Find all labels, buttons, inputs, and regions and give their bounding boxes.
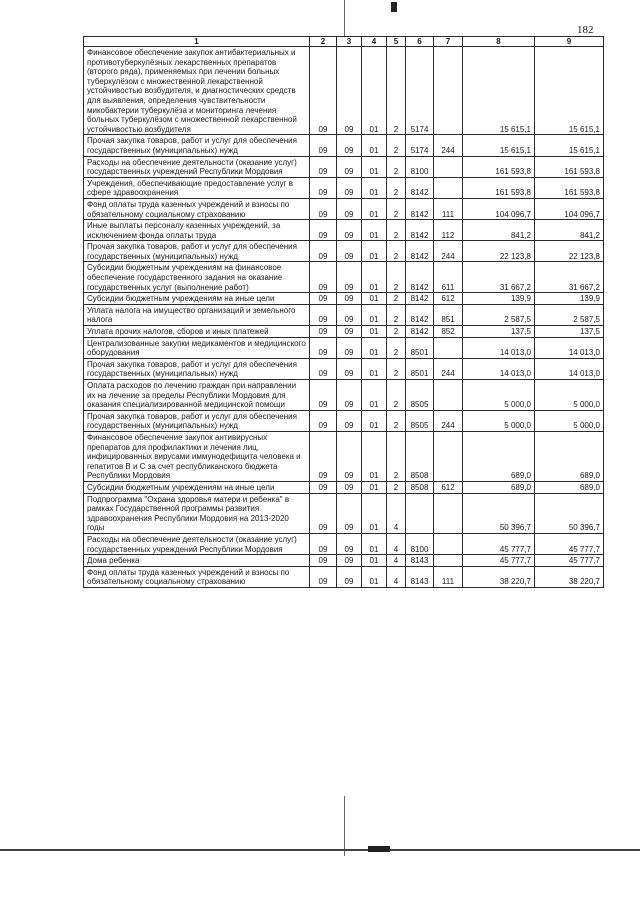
cell-c2: 09: [310, 410, 337, 431]
scan-artifact-bottom-line: [0, 849, 640, 851]
cell-c9: 689,0: [535, 431, 604, 481]
cell-c8: 45 777,7: [463, 555, 535, 567]
cell-c3: 09: [337, 220, 362, 241]
cell-c4: 01: [362, 358, 387, 379]
cell-c9: 14 013,0: [535, 358, 604, 379]
cell-c6: 8142: [406, 220, 434, 241]
cell-c5: 2: [387, 304, 406, 325]
cell-c5: 2: [387, 358, 406, 379]
cell-c2: 09: [310, 293, 337, 305]
cell-desc: Финансовое обеспечение закупок антивирусных препаратов для профилактики и лечения лиц, инфицированных вирусами иммунодефицита человека и гепатитов B и C за счет республиканского бюджета Республики Мордовия: [84, 431, 310, 481]
table-row: [84, 262, 604, 293]
cell-c7: 244: [434, 358, 463, 379]
col-header-8: 8: [463, 37, 535, 47]
cell-c4: 01: [362, 566, 387, 587]
header-row: [84, 37, 604, 47]
table-row: [84, 358, 604, 379]
cell-desc: Подпрограмма "Охрана здоровья матери и ребенка" в рамках Государственной программы развития здравоохранения Республики Мордовия на 2013-2020 годы: [84, 493, 310, 533]
col-header-5: 5: [387, 37, 406, 47]
cell-desc: Прочая закупка товаров, работ и услуг для обеспечения государственных (муниципальных) нужд: [84, 241, 310, 262]
cell-c6: 8100: [406, 156, 434, 177]
cell-desc: Фонд оплаты труда казенных учреждений и взносы по обязательному социальному страхованию: [84, 198, 310, 219]
cell-c2: 09: [310, 241, 337, 262]
cell-c9: 31 667,2: [535, 262, 604, 293]
cell-c2: 09: [310, 431, 337, 481]
col-header-3: 3: [337, 37, 362, 47]
cell-c7: 852: [434, 326, 463, 338]
cell-c3: 09: [337, 566, 362, 587]
cell-c5: 4: [387, 566, 406, 587]
cell-c3: 09: [337, 358, 362, 379]
cell-c5: 2: [387, 481, 406, 493]
cell-c8: 137,5: [463, 326, 535, 338]
cell-c9: 5 000,0: [535, 410, 604, 431]
cell-c2: 09: [310, 493, 337, 533]
table-row: [84, 220, 604, 241]
cell-desc: Прочая закупка товаров, работ и услуг для обеспечения государственных (муниципальных) нужд: [84, 135, 310, 156]
cell-c8: 45 777,7: [463, 533, 535, 554]
table-row: [84, 177, 604, 198]
cell-c7: 851: [434, 304, 463, 325]
cell-c5: 2: [387, 156, 406, 177]
cell-c6: 8505: [406, 380, 434, 411]
cell-c5: 2: [387, 241, 406, 262]
cell-c3: 09: [337, 431, 362, 481]
scan-artifact-mark: [391, 2, 397, 12]
cell-c3: 09: [337, 533, 362, 554]
col-header-4: 4: [362, 37, 387, 47]
cell-c7: 111: [434, 198, 463, 219]
col-header-2: 2: [310, 37, 337, 47]
cell-c8: 5 000,0: [463, 380, 535, 411]
cell-c2: 09: [310, 156, 337, 177]
cell-c8: 14 013,0: [463, 358, 535, 379]
cell-c9: 104 096,7: [535, 198, 604, 219]
col-header-1: 1: [84, 37, 310, 47]
cell-c4: 01: [362, 293, 387, 305]
page-number: 182: [577, 24, 594, 36]
cell-c8: 689,0: [463, 481, 535, 493]
table-body: [84, 47, 604, 588]
cell-c3: 09: [337, 481, 362, 493]
cell-c3: 09: [337, 241, 362, 262]
table-row: [84, 380, 604, 411]
table-row: [84, 431, 604, 481]
cell-c7: [434, 177, 463, 198]
table-row: [84, 566, 604, 587]
cell-c8: 161 593,8: [463, 177, 535, 198]
table-row: [84, 156, 604, 177]
cell-c9: 161 593,8: [535, 177, 604, 198]
cell-desc: Расходы на обеспечение деятельности (оказание услуг) государственных учреждений Республики Мордовия: [84, 533, 310, 554]
cell-c4: 01: [362, 410, 387, 431]
cell-c4: 01: [362, 47, 387, 135]
table-row: [84, 481, 604, 493]
col-header-6: 6: [406, 37, 434, 47]
cell-c6: 8142: [406, 177, 434, 198]
cell-c9: 45 777,7: [535, 533, 604, 554]
cell-c8: 15 615,1: [463, 135, 535, 156]
cell-c6: 8142: [406, 262, 434, 293]
cell-c8: 5 000,0: [463, 410, 535, 431]
cell-desc: Иные выплаты персоналу казенных учреждений, за исключением фонда оплаты труда: [84, 220, 310, 241]
table-row: [84, 337, 604, 358]
cell-c3: 09: [337, 198, 362, 219]
cell-desc: Дома ребенка: [84, 555, 310, 567]
cell-c6: 8142: [406, 304, 434, 325]
cell-c4: 01: [362, 337, 387, 358]
cell-c3: 09: [337, 156, 362, 177]
cell-c2: 09: [310, 135, 337, 156]
cell-c4: 01: [362, 380, 387, 411]
cell-c9: 5 000,0: [535, 380, 604, 411]
cell-c5: 2: [387, 262, 406, 293]
cell-c6: 8100: [406, 533, 434, 554]
cell-c7: [434, 47, 463, 135]
cell-c2: 09: [310, 177, 337, 198]
cell-c8: 15 615,1: [463, 47, 535, 135]
cell-c3: 09: [337, 304, 362, 325]
cell-desc: Прочая закупка товаров, работ и услуг для обеспечения государственных (муниципальных) нужд: [84, 358, 310, 379]
cell-c6: 8508: [406, 431, 434, 481]
cell-c9: 50 396,7: [535, 493, 604, 533]
table-row: [84, 293, 604, 305]
cell-c5: 2: [387, 293, 406, 305]
cell-c3: 09: [337, 47, 362, 135]
cell-c3: 09: [337, 326, 362, 338]
cell-c7: [434, 533, 463, 554]
cell-c2: 09: [310, 566, 337, 587]
cell-c7: [434, 555, 463, 567]
cell-c9: 137,5: [535, 326, 604, 338]
table-row: [84, 555, 604, 567]
cell-c7: 612: [434, 481, 463, 493]
cell-c6: 8505: [406, 410, 434, 431]
cell-desc: Субсидии бюджетным учреждениям на финансовое обеспечение государственного задания на оказание государственных услуг (выполнение работ): [84, 262, 310, 293]
cell-c6: 5174: [406, 47, 434, 135]
table-row: [84, 410, 604, 431]
cell-c4: 01: [362, 241, 387, 262]
cell-desc: Прочая закупка товаров, работ и услуг для обеспечения государственных (муниципальных) нужд: [84, 410, 310, 431]
table-row: [84, 135, 604, 156]
cell-c6: 8142: [406, 326, 434, 338]
cell-c5: 2: [387, 47, 406, 135]
cell-c8: 139,9: [463, 293, 535, 305]
cell-c9: 139,9: [535, 293, 604, 305]
cell-c2: 09: [310, 220, 337, 241]
cell-c7: 244: [434, 410, 463, 431]
cell-desc: Расходы на обеспечение деятельности (оказание услуг) государственных учреждений Республики Мордовия: [84, 156, 310, 177]
cell-c4: 01: [362, 326, 387, 338]
cell-c9: 14 013,0: [535, 337, 604, 358]
cell-c6: 8501: [406, 358, 434, 379]
cell-c2: 09: [310, 326, 337, 338]
cell-c7: 611: [434, 262, 463, 293]
cell-c3: 09: [337, 135, 362, 156]
cell-c8: 2 587,5: [463, 304, 535, 325]
cell-c2: 09: [310, 262, 337, 293]
cell-desc: Централизованные закупки медикаментов и медицинского оборудования: [84, 337, 310, 358]
cell-c6: 5174: [406, 135, 434, 156]
cell-c8: 22 123,8: [463, 241, 535, 262]
cell-c5: 2: [387, 337, 406, 358]
cell-c9: 689,0: [535, 481, 604, 493]
cell-c9: 2 587,5: [535, 304, 604, 325]
cell-c7: 112: [434, 220, 463, 241]
cell-c3: 09: [337, 410, 362, 431]
cell-c4: 01: [362, 220, 387, 241]
cell-c6: 8501: [406, 337, 434, 358]
cell-c3: 09: [337, 262, 362, 293]
scan-artifact-mark: [368, 846, 390, 852]
cell-c4: 01: [362, 555, 387, 567]
cell-c8: 14 013,0: [463, 337, 535, 358]
cell-c8: 38 220,7: [463, 566, 535, 587]
cell-c9: 841,2: [535, 220, 604, 241]
cell-desc: Субсидии бюджетным учреждениям на иные цели: [84, 481, 310, 493]
cell-c5: 2: [387, 431, 406, 481]
cell-c6: 8143: [406, 555, 434, 567]
cell-c3: 09: [337, 177, 362, 198]
cell-c3: 09: [337, 555, 362, 567]
cell-c5: 2: [387, 220, 406, 241]
cell-c3: 09: [337, 337, 362, 358]
cell-c5: 2: [387, 177, 406, 198]
cell-c6: 8142: [406, 198, 434, 219]
cell-c2: 09: [310, 555, 337, 567]
cell-c4: 01: [362, 135, 387, 156]
cell-c2: 09: [310, 358, 337, 379]
cell-c9: 45 777,7: [535, 555, 604, 567]
cell-desc: Уплата налога на имущество организаций и земельного налога: [84, 304, 310, 325]
cell-c5: 4: [387, 493, 406, 533]
cell-c6: 8508: [406, 481, 434, 493]
cell-c4: 01: [362, 481, 387, 493]
cell-desc: Фонд оплаты труда казенных учреждений и взносы по обязательному социальному страхованию: [84, 566, 310, 587]
cell-c5: 4: [387, 533, 406, 554]
cell-c7: 244: [434, 241, 463, 262]
cell-c4: 01: [362, 431, 387, 481]
table-row: [84, 493, 604, 533]
cell-c8: 161 593,8: [463, 156, 535, 177]
cell-c2: 09: [310, 481, 337, 493]
cell-c9: 22 123,8: [535, 241, 604, 262]
cell-c7: [434, 380, 463, 411]
cell-c7: [434, 337, 463, 358]
cell-desc: Учреждения, обеспечивающие предоставление услуг в сфере здравоохранения: [84, 177, 310, 198]
cell-c9: 161 593,8: [535, 156, 604, 177]
cell-c8: 50 396,7: [463, 493, 535, 533]
cell-c5: 2: [387, 326, 406, 338]
cell-c6: [406, 493, 434, 533]
cell-c9: 38 220,7: [535, 566, 604, 587]
cell-c9: 15 615,1: [535, 47, 604, 135]
cell-c6: 8142: [406, 241, 434, 262]
cell-desc: Финансовое обеспечение закупок антибактериальных и противотуберкулёзных лекарственных препаратов (второго ряда), применяемых при лечении больных туберкулёзом с множественной лекарственной устойчивостью возбудителя, и диагностических средств для выявления, определения чувствительности микобактерии туберкулёза и мониторинга лечения больных туберкулёзом с множественной лекарственной устойчивостью возбудителя: [84, 47, 310, 135]
cell-c7: 111: [434, 566, 463, 587]
cell-c2: 09: [310, 47, 337, 135]
cell-c8: 841,2: [463, 220, 535, 241]
cell-c5: 2: [387, 135, 406, 156]
cell-c7: [434, 156, 463, 177]
table-row: [84, 198, 604, 219]
cell-c4: 01: [362, 198, 387, 219]
cell-c7: 244: [434, 135, 463, 156]
table-row: [84, 533, 604, 554]
cell-c2: 09: [310, 337, 337, 358]
scan-artifact-line: [344, 796, 345, 856]
cell-desc: Оплата расходов по лечению граждан при направлении их на лечение за пределы Республики Мордовия для оказания специализированной медицинской помощи: [84, 380, 310, 411]
cell-c7: 612: [434, 293, 463, 305]
cell-c7: [434, 431, 463, 481]
col-header-7: 7: [434, 37, 463, 47]
table-row: [84, 47, 604, 135]
table-row: [84, 326, 604, 338]
table-row: [84, 241, 604, 262]
cell-c2: 09: [310, 304, 337, 325]
col-header-9: 9: [535, 37, 604, 47]
cell-c3: 09: [337, 380, 362, 411]
cell-c2: 09: [310, 533, 337, 554]
cell-c3: 09: [337, 493, 362, 533]
cell-c6: 8143: [406, 566, 434, 587]
cell-c5: 2: [387, 410, 406, 431]
cell-c2: 09: [310, 380, 337, 411]
cell-desc: Уплата прочих налогов, сборов и иных платежей: [84, 326, 310, 338]
cell-c4: 01: [362, 493, 387, 533]
cell-c2: 09: [310, 198, 337, 219]
cell-c8: 689,0: [463, 431, 535, 481]
cell-c4: 01: [362, 156, 387, 177]
table-row: [84, 304, 604, 325]
cell-c5: 2: [387, 380, 406, 411]
cell-c5: 2: [387, 198, 406, 219]
cell-c9: 15 615,1: [535, 135, 604, 156]
cell-c6: 8142: [406, 293, 434, 305]
cell-c4: 01: [362, 304, 387, 325]
cell-c4: 01: [362, 533, 387, 554]
scan-artifact-line: [344, 0, 345, 36]
cell-c4: 01: [362, 177, 387, 198]
cell-c8: 104 096,7: [463, 198, 535, 219]
cell-c8: 31 667,2: [463, 262, 535, 293]
cell-c4: 01: [362, 262, 387, 293]
cell-desc: Субсидии бюджетным учреждениям на иные цели: [84, 293, 310, 305]
cell-c5: 4: [387, 555, 406, 567]
cell-c7: [434, 493, 463, 533]
cell-c3: 09: [337, 293, 362, 305]
budget-table: [83, 36, 604, 588]
